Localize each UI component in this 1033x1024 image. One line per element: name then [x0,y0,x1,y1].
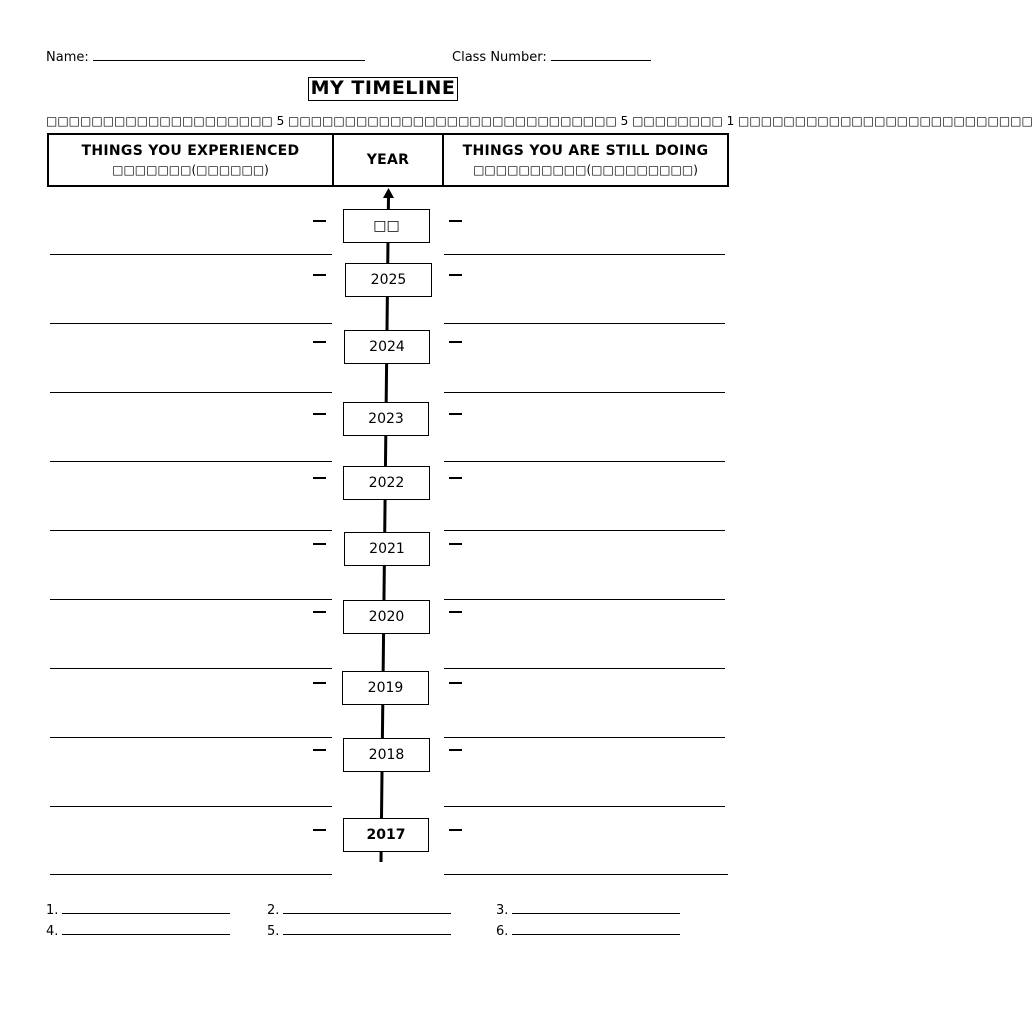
year-box: 2020 [343,600,430,634]
still-doing-answer-line[interactable] [444,599,725,600]
year-box: 2018 [343,738,430,772]
left-dash [313,829,326,831]
still-doing-answer-line[interactable] [444,323,725,324]
answer-3-label: 3. [496,903,509,918]
right-dash [449,543,462,545]
year-box: 2017 [343,818,429,852]
experienced-title: THINGS YOU EXPERIENCED [81,143,300,159]
answer-1-label: 1. [46,903,59,918]
experienced-answer-line[interactable] [50,323,332,324]
right-dash [449,611,462,613]
still-doing-answer-line[interactable] [444,737,725,738]
left-dash [313,543,326,545]
answer-4-blank[interactable] [62,922,230,935]
left-dash [313,477,326,479]
left-dash [313,413,326,415]
left-dash [313,749,326,751]
still-doing-answer-line[interactable] [444,392,725,393]
right-dash [449,682,462,684]
experienced-subtitle: □□□□□□□(□□□□□□) [112,163,269,177]
experienced-answer-line[interactable] [50,874,332,875]
answer-6[interactable] [496,922,680,939]
right-dash [449,477,462,479]
year-title: YEAR [366,152,410,168]
year-box: 2021 [344,532,430,566]
left-dash [313,682,326,684]
year-box: 2019 [342,671,429,705]
still-doing-answer-line[interactable] [444,254,725,255]
answer-2[interactable] [267,901,451,918]
still-doing-title: THINGS YOU ARE STILL DOING [462,143,709,159]
right-dash [449,341,462,343]
answer-5-blank[interactable] [283,922,451,935]
page-title: MY TIMELINE [308,77,458,101]
answer-2-blank[interactable] [283,901,451,914]
answer-4[interactable] [46,922,230,939]
still-doing-answer-line[interactable] [444,530,725,531]
left-dash [313,611,326,613]
answer-2-label: 2. [267,903,280,918]
right-dash [449,829,462,831]
class-number-label: Class Number: [452,50,547,65]
experienced-answer-line[interactable] [50,530,332,531]
answer-5[interactable] [267,922,451,939]
left-dash [313,341,326,343]
experienced-answer-line[interactable] [50,668,332,669]
right-dash [449,274,462,276]
still-doing-answer-line[interactable] [444,874,728,875]
experienced-answer-line[interactable] [50,461,332,462]
year-box: □□ [343,209,430,243]
right-dash [449,749,462,751]
year-box: 2022 [343,466,430,500]
experienced-answer-line[interactable] [50,254,332,255]
experienced-answer-line[interactable] [50,806,332,807]
answer-1-blank[interactable] [62,901,230,914]
year-box: 2024 [344,330,430,364]
left-dash [313,274,326,276]
name-label: Name: [46,50,89,65]
year-box: 2025 [345,263,432,297]
answer-3-blank[interactable] [512,901,680,914]
answer-6-label: 6. [496,924,509,939]
experienced-answer-line[interactable] [50,392,332,393]
right-dash [449,220,462,222]
answer-5-label: 5. [267,924,280,939]
right-dash [449,413,462,415]
still-doing-answer-line[interactable] [444,806,725,807]
still-doing-answer-line[interactable] [444,668,725,669]
experienced-answer-line[interactable] [50,599,332,600]
answer-6-blank[interactable] [512,922,680,935]
answer-3[interactable] [496,901,680,918]
still-doing-answer-line[interactable] [444,461,725,462]
instruction-text: □□□□□□□□□□□□□□□□□□□□ 5 □□□□□□□□□□□□□□□□□□□□□□□□□□□□□ 5 □□□□□□□□ 1 □□□□□□□□□□□□□□□□□□□□□□□□□□ [46,114,1033,128]
answer-1[interactable] [46,901,230,918]
experienced-answer-line[interactable] [50,737,332,738]
answer-4-label: 4. [46,924,59,939]
year-box: 2023 [343,402,429,436]
still-doing-subtitle: □□□□□□□□□□(□□□□□□□□□) [473,163,698,177]
left-dash [313,220,326,222]
